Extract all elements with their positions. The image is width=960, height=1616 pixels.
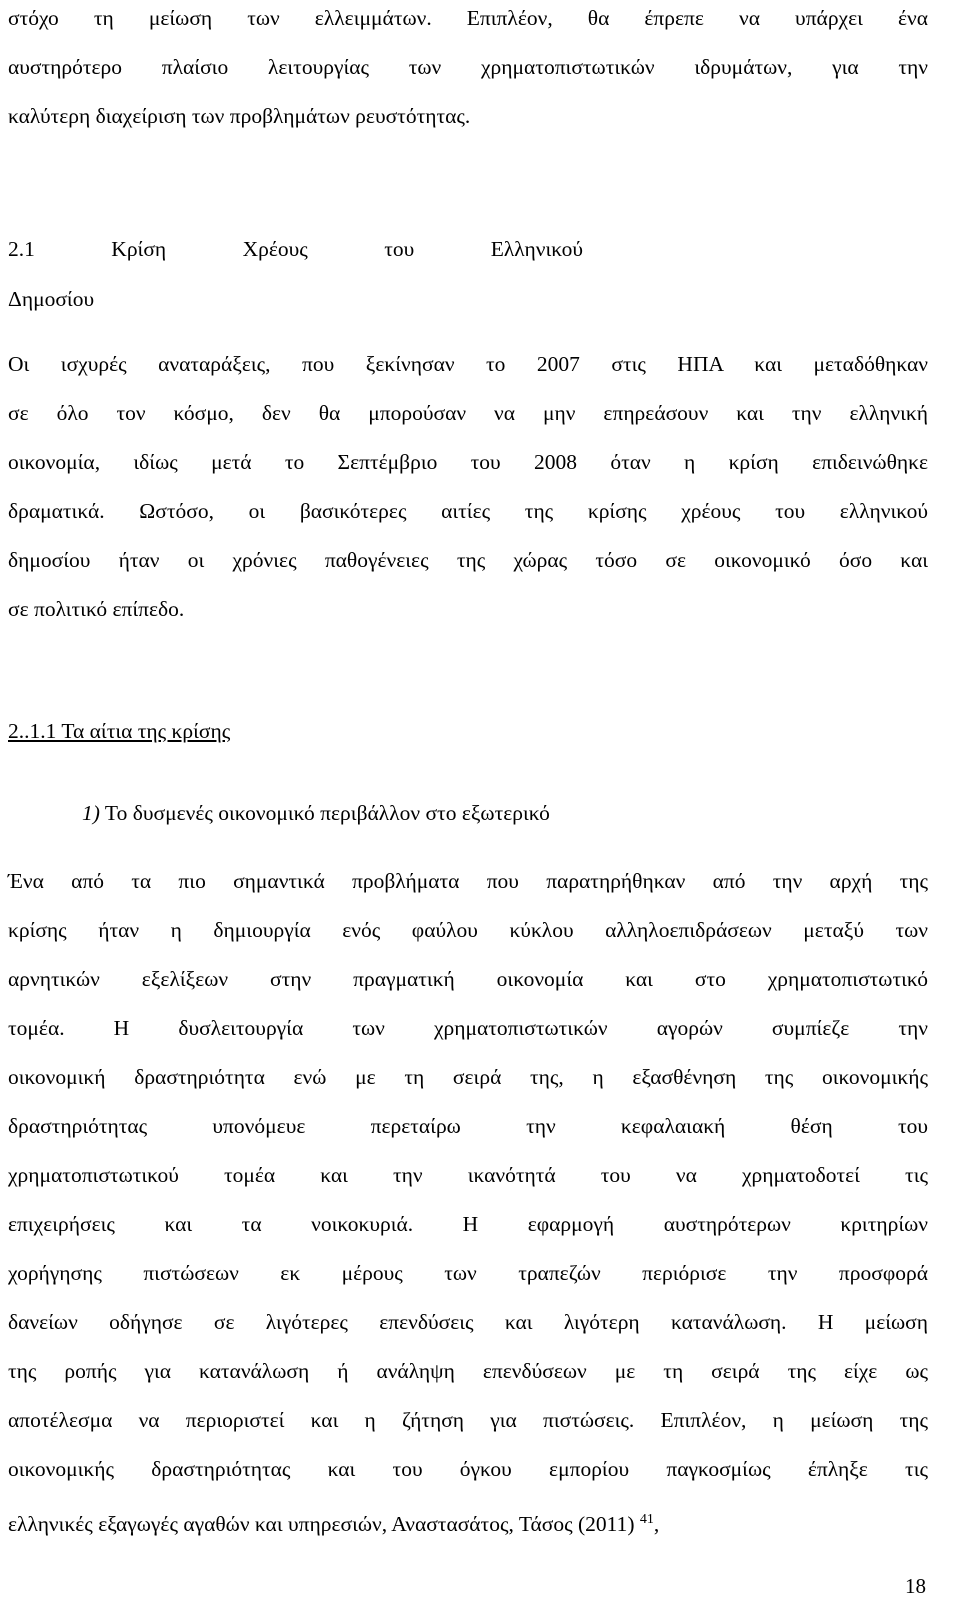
- text-line: οικονομική δραστηριότητα ενώ με τη σειρά της, η εξασθένηση της οικονομικής: [8, 1065, 928, 1089]
- text-line: στόχο τη μείωση των ελλειμμάτων. Επιπλέον, θα έπρεπε να υπάρχει ένα: [8, 6, 928, 30]
- text-line: οικονομικής δραστηριότητας και του όγκου εμπορίου παγκοσμίως έπληξε τις: [8, 1457, 928, 1481]
- text-line: οικονομία, ιδίως μετά το Σεπτέμβριο του 2008 όταν η κρίση επιδεινώθηκε: [8, 450, 928, 474]
- text-line: σε πολιτικό επίπεδο.: [8, 597, 185, 621]
- item-number: 1): [82, 801, 100, 825]
- subsection-heading: 2..1.1 Τα αίτια της κρίσης: [8, 719, 231, 743]
- text-line: κρίσης ήταν η δημιουργία ενός φαύλου κύκλου αλληλοεπιδράσεων μεταξύ των: [8, 918, 928, 942]
- text-line: καλύτερη διαχείριση των προβλημάτων ρευστότητας.: [8, 104, 471, 128]
- citation-text: ελληνικές εξαγωγές αγαθών και υπηρεσιών, Αναστασάτος, Τάσος (2011): [8, 1512, 635, 1536]
- section-heading-line: Δημοσίου: [8, 287, 95, 311]
- section-heading: [8, 224, 583, 324]
- text-line: Οι ισχυρές αναταράξεις, που ξεκίνησαν το 2007 στις ΗΠΑ και μεταδόθηκαν: [8, 352, 928, 376]
- text-line: δανείων οδήγησε σε λιγότερες επενδύσεις και λιγότερη κατανάλωση. Η μείωση: [8, 1310, 928, 1334]
- text-line: δραματικά. Ωστόσο, οι βασικότερες αιτίες της κρίσης χρέους του ελληνικού: [8, 499, 928, 523]
- text-line: δραστηριότητας υπονόμευε περεταίρω την κεφαλαιακή θέση του: [8, 1114, 928, 1138]
- paragraph-1: [8, 340, 928, 634]
- page-number: 18: [905, 1574, 926, 1598]
- text-line: Ένα από τα πιο σημαντικά προβλήματα που παρατηρήθηκαν από την αρχή της: [8, 869, 928, 893]
- text-line: τομέα. Η δυσλειτουργία των χρηματοπιστωτικών αγορών συμπίεζε την: [8, 1016, 928, 1040]
- section-heading-line: 2.1 Κρίση Χρέους του Ελληνικού: [8, 237, 583, 261]
- paragraph-2: [8, 857, 928, 1554]
- text-line: χορήγησης πιστώσεων εκ μέρους των τραπεζών περιόρισε την προσφορά: [8, 1261, 928, 1285]
- intro-paragraph: [8, 0, 928, 141]
- text-line: χρηματοπιστωτικού τομέα και την ικανότητά του να χρηματοδοτεί τις: [8, 1163, 928, 1187]
- text-line: της ροπής για κατανάλωση ή ανάληψη επενδύσεων με τη σειρά της είχε ως: [8, 1359, 928, 1383]
- footnote-reference[interactable]: 41: [639, 1511, 654, 1527]
- text-line: αποτέλεσμα να περιοριστεί και η ζήτηση για πιστώσεις. Επιπλέον, η μείωση της: [8, 1408, 928, 1432]
- item-text: Το δυσμενές οικονομικό περιβάλλον στο εξωτερικό: [104, 801, 550, 825]
- text-line: επιχειρήσεις και τα νοικοκυριά. Η εφαρμογή αυστηρότερων κριτηρίων: [8, 1212, 928, 1236]
- text-line: σε όλο τον κόσμο, δεν θα μπορούσαν να μην επηρεάσουν και την ελληνική: [8, 401, 928, 425]
- trailing-punctuation: ,: [653, 1512, 660, 1536]
- text-line: [8, 1494, 928, 1554]
- text-line: αυστηρότερο πλαίσιο λειτουργίας των χρηματοπιστωτικών ιδρυμάτων, για την: [8, 55, 928, 79]
- text-line: αρνητικών εξελίξεων στην πραγματική οικονομία και στο χρηματοπιστωτικό: [8, 967, 928, 991]
- text-line: δημοσίου ήταν οι χρόνιες παθογένειες της χώρας τόσο σε οικονομικό όσο και: [8, 548, 928, 572]
- numbered-item: [82, 798, 550, 828]
